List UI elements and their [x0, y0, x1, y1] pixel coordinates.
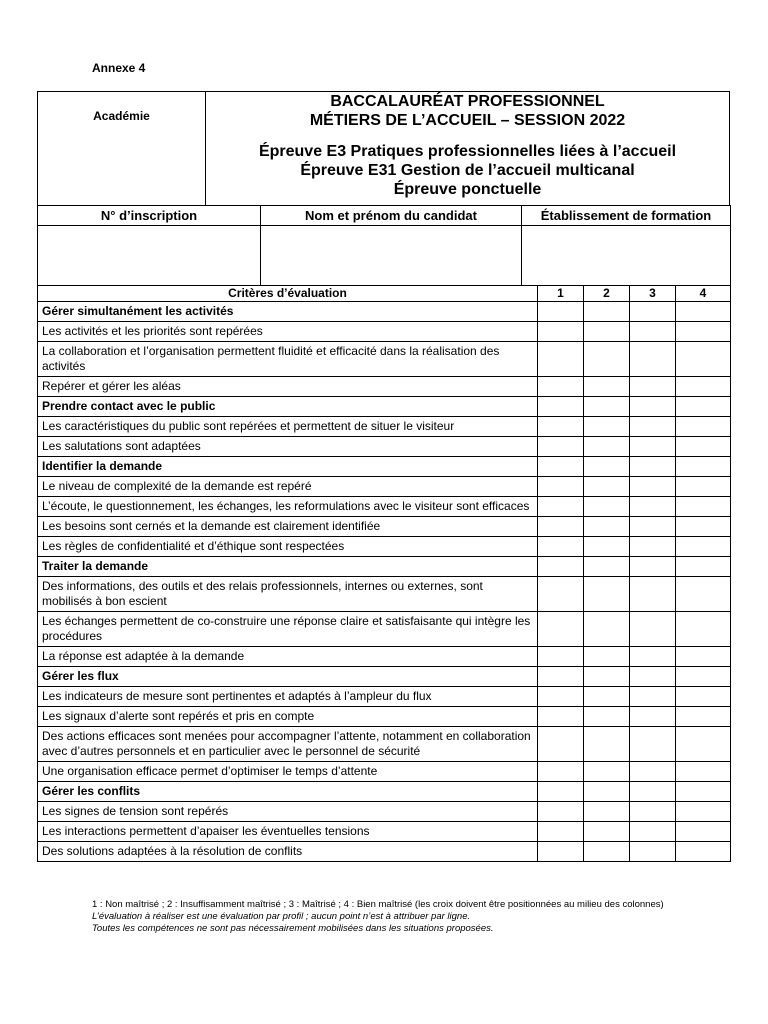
score-cell-2[interactable] — [584, 497, 630, 517]
score-cell-3[interactable] — [630, 417, 676, 437]
score-cell-3[interactable] — [630, 457, 676, 477]
candidate-name-header: Nom et prénom du candidat — [261, 206, 522, 226]
notes — [92, 899, 692, 935]
evaluation-note: L’évaluation à réaliser est une évaluation par profil ; aucun point n’est à attribuer par ligne. — [92, 911, 471, 922]
titles-cell — [206, 92, 730, 206]
score-cell-4[interactable] — [676, 612, 731, 647]
score-cell-3[interactable] — [630, 782, 676, 802]
score-cell-2[interactable] — [584, 762, 630, 782]
criteria-label: Les activités et les priorités sont repérées — [38, 322, 538, 342]
criteria-label: Les interactions permettent d’apaiser les éventuelles tensions — [38, 822, 538, 842]
criteria-row — [38, 727, 731, 762]
score-cell-3[interactable] — [630, 842, 676, 862]
score-cell-4[interactable] — [676, 397, 731, 417]
title-session: MÉTIERS DE L’ACCUEIL – SESSION 2022 — [309, 112, 626, 129]
score-cell-3[interactable] — [630, 342, 676, 377]
score-cell-3[interactable] — [630, 322, 676, 342]
score-cell-3[interactable] — [630, 707, 676, 727]
score-cell-3[interactable] — [630, 397, 676, 417]
criteria-row — [38, 667, 731, 687]
score-cell-2[interactable] — [584, 647, 630, 667]
level-2-header: 2 — [584, 286, 630, 302]
score-cell-4[interactable] — [676, 377, 731, 397]
title-epreuve-e31: Épreuve E31 Gestion de l’accueil multicanal — [300, 162, 635, 179]
score-cell-2[interactable] — [584, 822, 630, 842]
score-cell-2[interactable] — [584, 577, 630, 612]
score-cell-1[interactable] — [538, 687, 584, 707]
score-cell-4[interactable] — [676, 537, 731, 557]
score-cell-4[interactable] — [676, 517, 731, 537]
score-cell-3[interactable] — [630, 647, 676, 667]
score-cell-4[interactable] — [676, 577, 731, 612]
score-cell-3[interactable] — [630, 822, 676, 842]
criteria-label: Gérer les flux — [38, 667, 538, 687]
score-cell-3[interactable] — [630, 727, 676, 762]
score-cell-2[interactable] — [584, 322, 630, 342]
criteria-header-row — [38, 286, 731, 302]
criteria-row — [38, 377, 731, 397]
score-cell-1[interactable] — [538, 322, 584, 342]
criteria-row — [38, 577, 731, 612]
school-header: Établissement de formation — [522, 206, 731, 226]
criteria-label: La réponse est adaptée à la demande — [38, 647, 538, 667]
score-cell-2[interactable] — [584, 667, 630, 687]
score-cell-4[interactable] — [676, 497, 731, 517]
score-cell-4[interactable] — [676, 687, 731, 707]
score-cell-3[interactable] — [630, 302, 676, 322]
title-epreuve-ponctuelle: Épreuve ponctuelle — [393, 181, 542, 198]
score-cell-4[interactable] — [676, 417, 731, 437]
criteria-label: Prendre contact avec le public — [38, 397, 538, 417]
score-cell-1[interactable] — [538, 612, 584, 647]
score-cell-3[interactable] — [630, 537, 676, 557]
criteria-label: Les échanges permettent de co-construire une réponse claire et satisfaisante qui intègre les procédures — [38, 612, 538, 647]
criteria-label: Les signaux d’alerte sont repérés et pris en compte — [38, 707, 538, 727]
score-cell-2[interactable] — [584, 802, 630, 822]
criteria-row — [38, 557, 731, 577]
criteria-row — [38, 802, 731, 822]
score-cell-1[interactable] — [538, 762, 584, 782]
score-cell-4[interactable] — [676, 302, 731, 322]
score-cell-3[interactable] — [630, 497, 676, 517]
score-cell-3[interactable] — [630, 612, 676, 647]
criteria-label: Les salutations sont adaptées — [38, 437, 538, 457]
score-cell-4[interactable] — [676, 322, 731, 342]
score-cell-1[interactable] — [538, 437, 584, 457]
score-cell-3[interactable] — [630, 667, 676, 687]
criteria-label: Les caractéristiques du public sont repérées et permettent de situer le visiteur — [38, 417, 538, 437]
score-cell-1[interactable] — [538, 417, 584, 437]
score-cell-2[interactable] — [584, 397, 630, 417]
score-cell-1[interactable] — [538, 397, 584, 417]
score-cell-3[interactable] — [630, 377, 676, 397]
score-cell-1[interactable] — [538, 517, 584, 537]
criteria-row — [38, 322, 731, 342]
score-cell-3[interactable] — [630, 437, 676, 457]
score-cell-2[interactable] — [584, 457, 630, 477]
criteria-row — [38, 822, 731, 842]
criteria-label: Les règles de confidentialité et d’éthique sont respectées — [38, 537, 538, 557]
criteria-row — [38, 437, 731, 457]
score-cell-2[interactable] — [584, 727, 630, 762]
score-cell-4[interactable] — [676, 822, 731, 842]
criteria-label: Une organisation efficace permet d’optimiser le temps d’attente — [38, 762, 538, 782]
score-cell-4[interactable] — [676, 477, 731, 497]
score-cell-4[interactable] — [676, 762, 731, 782]
criteria-row — [38, 457, 731, 477]
criteria-label: Les indicateurs de mesure sont pertinentes et adaptés à l’ampleur du flux — [38, 687, 538, 707]
score-cell-4[interactable] — [676, 437, 731, 457]
level-1-header: 1 — [538, 286, 584, 302]
criteria-row — [38, 687, 731, 707]
score-cell-1[interactable] — [538, 667, 584, 687]
level-4-header: 4 — [676, 286, 731, 302]
score-cell-2[interactable] — [584, 342, 630, 377]
score-cell-4[interactable] — [676, 727, 731, 762]
score-cell-3[interactable] — [630, 517, 676, 537]
score-cell-1[interactable] — [538, 782, 584, 802]
score-cell-4[interactable] — [676, 667, 731, 687]
criteria-row — [38, 497, 731, 517]
score-cell-4[interactable] — [676, 707, 731, 727]
score-cell-4[interactable] — [676, 457, 731, 477]
criteria-row — [38, 762, 731, 782]
score-cell-1[interactable] — [538, 802, 584, 822]
score-cell-1[interactable] — [538, 377, 584, 397]
criteria-label: Les signes de tension sont repérés — [38, 802, 538, 822]
score-cell-2[interactable] — [584, 842, 630, 862]
score-cell-2[interactable] — [584, 477, 630, 497]
score-cell-2[interactable] — [584, 377, 630, 397]
criteria-row — [38, 302, 731, 322]
criteria-row — [38, 612, 731, 647]
score-cell-3[interactable] — [630, 477, 676, 497]
criteria-label: L’écoute, le questionnement, les échanges, les reformulations avec le visiteur sont efficaces — [38, 497, 538, 517]
academie-cell[interactable] — [38, 92, 206, 206]
score-cell-1[interactable] — [538, 727, 584, 762]
header-table — [37, 91, 730, 206]
criteria-label: Des informations, des outils et des relais professionnels, internes ou externes, sont mobilisés à bon escient — [38, 577, 538, 612]
identity-table — [37, 205, 731, 286]
criteria-row — [38, 782, 731, 802]
score-cell-3[interactable] — [630, 557, 676, 577]
score-cell-4[interactable] — [676, 557, 731, 577]
score-cell-1[interactable] — [538, 822, 584, 842]
score-cell-2[interactable] — [584, 612, 630, 647]
score-cell-2[interactable] — [584, 417, 630, 437]
score-cell-1[interactable] — [538, 577, 584, 612]
score-cell-1[interactable] — [538, 842, 584, 862]
criteria-header: Critères d’évaluation — [38, 286, 538, 302]
score-cell-3[interactable] — [630, 577, 676, 612]
candidate-name-field[interactable] — [261, 226, 522, 286]
score-cell-3[interactable] — [630, 762, 676, 782]
criteria-row — [38, 647, 731, 667]
score-cell-1[interactable] — [538, 557, 584, 577]
criteria-row — [38, 342, 731, 377]
criteria-label: Des solutions adaptées à la résolution de conflits — [38, 842, 538, 862]
criteria-row — [38, 477, 731, 497]
academie-label: Académie — [93, 109, 150, 123]
score-cell-1[interactable] — [538, 302, 584, 322]
score-cell-2[interactable] — [584, 687, 630, 707]
score-cell-1[interactable] — [538, 707, 584, 727]
score-cell-1[interactable] — [538, 647, 584, 667]
annexe-label: Annexe 4 — [92, 61, 146, 75]
score-cell-1[interactable] — [538, 342, 584, 377]
legend-note: 1 : Non maîtrisé ; 2 : Insuffisamment maîtrisé ; 3 : Maîtrisé ; 4 : Bien maîtrisé (les croix doivent être positionnées au milieu des colonnes) — [92, 899, 664, 910]
score-cell-1[interactable] — [538, 537, 584, 557]
criteria-label: Repérer et gérer les aléas — [38, 377, 538, 397]
score-cell-2[interactable] — [584, 782, 630, 802]
criteria-label: Le niveau de complexité de la demande est repéré — [38, 477, 538, 497]
criteria-label: Gérer les conflits — [38, 782, 538, 802]
score-cell-2[interactable] — [584, 707, 630, 727]
score-cell-2[interactable] — [584, 517, 630, 537]
criteria-row — [38, 537, 731, 557]
school-field[interactable] — [522, 226, 731, 286]
score-cell-1[interactable] — [538, 457, 584, 477]
criteria-label: Identifier la demande — [38, 457, 538, 477]
title-epreuve-e3: Épreuve E3 Pratiques professionnelles liées à l’accueil — [258, 143, 677, 160]
score-cell-3[interactable] — [630, 687, 676, 707]
score-cell-4[interactable] — [676, 647, 731, 667]
criteria-row — [38, 842, 731, 862]
score-cell-2[interactable] — [584, 557, 630, 577]
criteria-label: Traiter la demande — [38, 557, 538, 577]
score-cell-2[interactable] — [584, 537, 630, 557]
score-cell-1[interactable] — [538, 497, 584, 517]
inscription-field[interactable] — [38, 226, 261, 286]
criteria-label: Gérer simultanément les activités — [38, 302, 538, 322]
criteria-table — [37, 285, 731, 862]
criteria-label: Des actions efficaces sont menées pour accompagner l’attente, notamment en collaboration avec d’autres personnels et en particulier avec le personnel de sécurité — [38, 727, 538, 762]
score-cell-1[interactable] — [538, 477, 584, 497]
score-cell-4[interactable] — [676, 842, 731, 862]
criteria-row — [38, 517, 731, 537]
criteria-row — [38, 397, 731, 417]
level-3-header: 3 — [630, 286, 676, 302]
criteria-label: Les besoins sont cernés et la demande est clairement identifiée — [38, 517, 538, 537]
score-cell-4[interactable] — [676, 342, 731, 377]
criteria-row — [38, 707, 731, 727]
title-bac-pro: BACCALAURÉAT PROFESSIONNEL — [330, 93, 605, 110]
score-cell-4[interactable] — [676, 782, 731, 802]
score-cell-3[interactable] — [630, 802, 676, 822]
inscription-header: N° d’inscription — [38, 206, 261, 226]
criteria-row — [38, 417, 731, 437]
score-cell-2[interactable] — [584, 437, 630, 457]
score-cell-2[interactable] — [584, 302, 630, 322]
competences-note: Toutes les compétences ne sont pas nécessairement mobilisées dans les situations proposées. — [92, 923, 494, 934]
criteria-label: La collaboration et l’organisation permettent fluidité et efficacité dans la réalisation des activités — [38, 342, 538, 377]
score-cell-4[interactable] — [676, 802, 731, 822]
